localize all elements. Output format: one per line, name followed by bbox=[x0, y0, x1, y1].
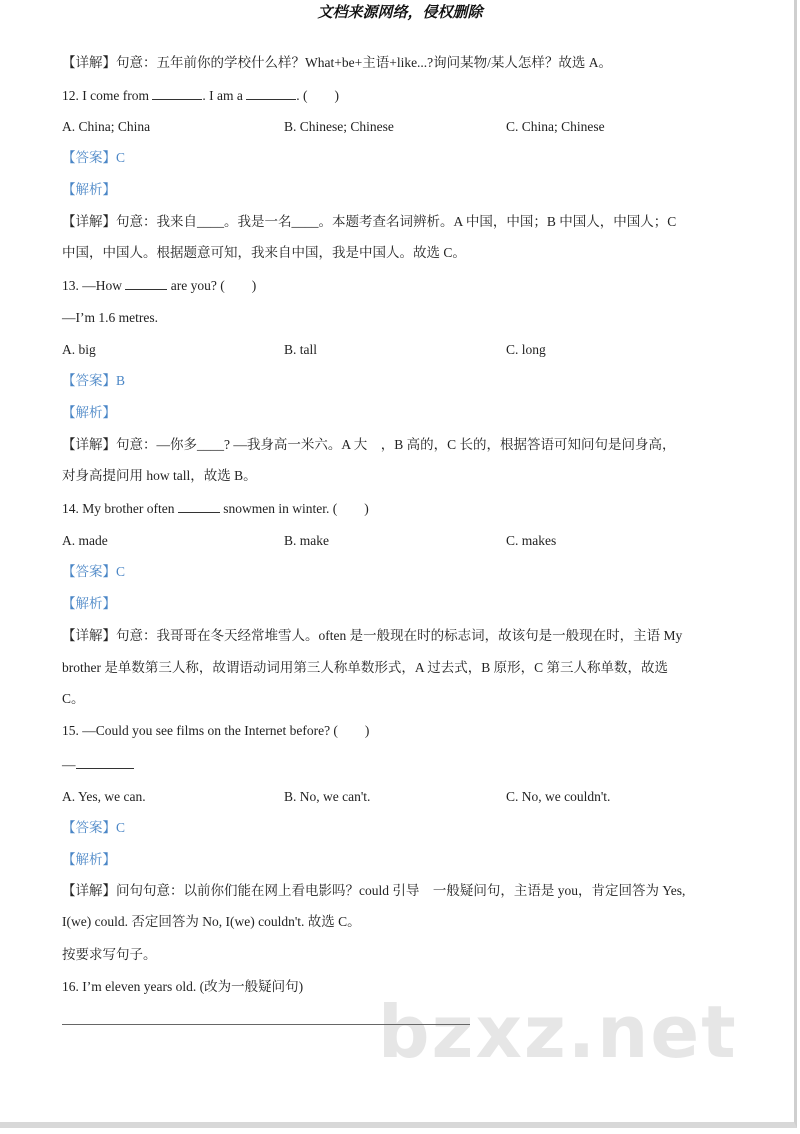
q13-reply: —I’m 1.6 metres. bbox=[62, 310, 158, 325]
q13-detail-2: 对身高提问用 how tall，故选 B。 bbox=[62, 468, 257, 483]
q15-option-b: B. No, we can't. bbox=[284, 789, 371, 804]
q15-detail-2: I(we) could. 否定回答为 No, I(we) couldn't. 故选 C。 bbox=[62, 914, 361, 929]
q13-option-a: A. big bbox=[62, 342, 96, 357]
q12-blank-1[interactable] bbox=[152, 87, 202, 100]
q14-stem: 14. My brother often snowmen in winter. ( ) bbox=[62, 501, 369, 516]
q13-answer: 【答案】B bbox=[62, 373, 126, 388]
q14-detail-2: brother 是单数第三人称，故谓语动词用第三人称单数形式，A 过去式，B 原形，C 第三人称单数，故选 bbox=[62, 660, 668, 675]
q15-reply: — bbox=[62, 756, 134, 774]
section-heading: 按要求写句子。 bbox=[62, 947, 157, 962]
q13-blank[interactable] bbox=[125, 277, 167, 290]
q12-detail-2: 中国，中国人。根据题意可知，我来自中国，我是中国人。故选 C。 bbox=[62, 245, 466, 260]
q14-option-c: C. makes bbox=[506, 533, 557, 548]
q16-stem: 16. I’m eleven years old. (改为一般疑问句) bbox=[62, 979, 304, 994]
q12-answer: 【答案】C bbox=[62, 150, 126, 165]
q13-option-b: B. tall bbox=[284, 342, 317, 357]
q12-option-a: A. China; China bbox=[62, 119, 151, 134]
q13-detail-1: 【详解】句意：—你多____? —我身高一米六。A 大 ，B 高的，C 长的，根据答语可知问句是问身高， bbox=[62, 437, 676, 452]
q12-analysis-label: 【解析】 bbox=[62, 182, 116, 197]
q15-analysis-label: 【解析】 bbox=[62, 852, 116, 867]
q15-option-c: C. No, we couldn't. bbox=[506, 789, 611, 804]
q14-analysis-label: 【解析】 bbox=[62, 596, 116, 611]
q15-blank[interactable] bbox=[76, 756, 134, 769]
q12-detail-1: 【详解】句意：我来自____。我是一名____。本题考查名词辨析。A 中国，中国；B 中国人，中国人；C bbox=[62, 214, 677, 229]
q15-answer: 【答案】C bbox=[62, 820, 126, 835]
q12-option-c: C. China; Chinese bbox=[506, 119, 605, 134]
q14-detail-1: 【详解】句意：我哥哥在冬天经常堆雪人。often 是一般现在时的标志词，故该句是一般现在时，主语 My bbox=[62, 628, 683, 643]
q14-option-b: B. make bbox=[284, 533, 329, 548]
q12-option-b: B. Chinese; Chinese bbox=[284, 119, 394, 134]
q13-option-c: C. long bbox=[506, 342, 546, 357]
q14-detail-3: C。 bbox=[62, 691, 85, 706]
q16-answer-line[interactable] bbox=[62, 1024, 470, 1025]
q11-detail: 【详解】句意：五年前你的学校什么样？What+be+主语+like...?询问某物/某人怎样？故选 A。 bbox=[62, 55, 613, 70]
q15-option-a: A. Yes, we can. bbox=[62, 789, 146, 804]
q12-stem: 12. I come from . I am a . ( ) bbox=[62, 88, 339, 103]
q12-blank-2[interactable] bbox=[246, 87, 296, 100]
q14-blank[interactable] bbox=[178, 500, 220, 513]
watermark: bzxz.net bbox=[378, 990, 738, 1074]
q15-detail-1: 【详解】问句句意：以前你们能在网上看电影吗？could 引导 一般疑问句，主语是 you，肯定回答为 Yes, bbox=[62, 883, 686, 898]
q14-option-a: A. made bbox=[62, 533, 108, 548]
q13-analysis-label: 【解析】 bbox=[62, 405, 116, 420]
q15-stem: 15. —Could you see films on the Internet before? ( ) bbox=[62, 723, 370, 738]
q13-stem: 13. —How are you? ( ) bbox=[62, 278, 257, 293]
q14-answer: 【答案】C bbox=[62, 564, 126, 579]
page-header: 文档来源网络，侵权删除 bbox=[317, 5, 483, 21]
